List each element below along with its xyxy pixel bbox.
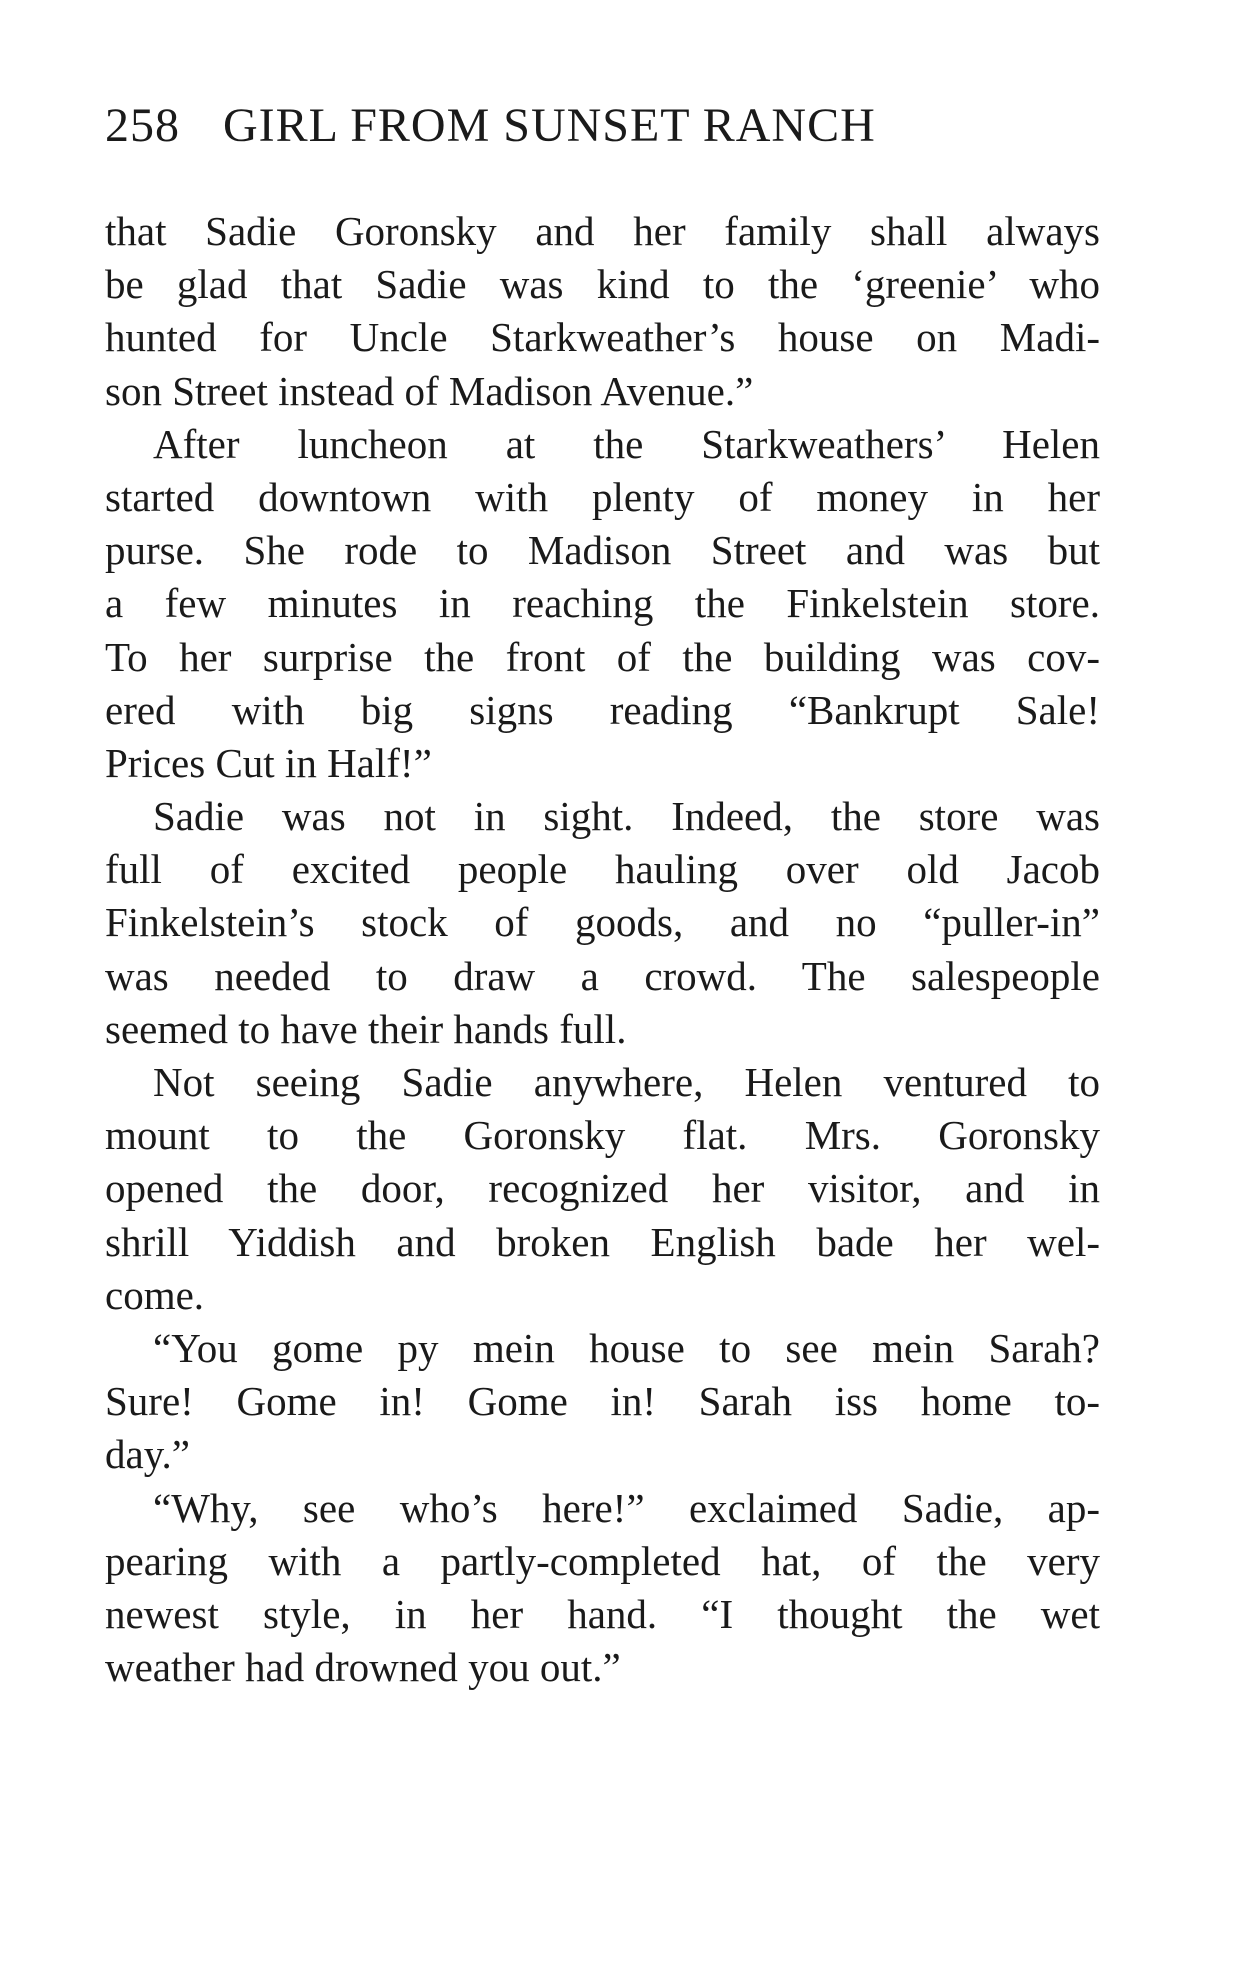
text-line: opened the door, recognized her visitor, and in xyxy=(105,1165,1100,1212)
text-line: pearing with a partly-completed hat, of the very xyxy=(105,1537,1100,1584)
text-line: Not seeing Sadie anywhere, Helen ventured to xyxy=(153,1059,1100,1105)
text-line: weather had drowned you out.” xyxy=(105,1644,621,1691)
text-line: “You gome py mein house to see mein Sarah? xyxy=(153,1324,1100,1371)
text-line: that Sadie Goronsky and her family shall always xyxy=(105,208,1100,254)
page-header xyxy=(105,98,1105,158)
text-line: was needed to draw a crowd. The salespeople xyxy=(105,952,1100,999)
text-line: Finkelstein’s stock of goods, and no “puller-in” xyxy=(105,899,1100,946)
text-line: “Why, see who’s here!” exclaimed Sadie, ap- xyxy=(153,1484,1100,1531)
text-line: To her surprise the front of the building was cov- xyxy=(105,633,1100,680)
text-line: Prices Cut in Half!” xyxy=(105,739,432,786)
text-line: son Street instead of Madison Avenue.” xyxy=(105,367,754,414)
text-line: a few minutes in reaching the Finkelstein store. xyxy=(105,580,1100,627)
page-number: 258 xyxy=(105,99,180,152)
text-line: full of excited people hauling over old Jacob xyxy=(105,846,1100,893)
text-line: be glad that Sadie was kind to the ‘greenie’ who xyxy=(105,261,1100,308)
text-line: ered with big signs reading “Bankrupt Sale! xyxy=(105,686,1100,733)
text-line: Sure! Gome in! Gome in! Sarah iss home to- xyxy=(105,1378,1100,1425)
text-line: purse. She rode to Madison Street and was but xyxy=(105,527,1100,574)
text-line: mount to the Goronsky flat. Mrs. Goronsky xyxy=(105,1112,1100,1159)
text-line: come. xyxy=(105,1271,205,1318)
text-line: shrill Yiddish and broken English bade her wel- xyxy=(105,1218,1100,1265)
running-title: GIRL FROM SUNSET RANCH xyxy=(223,99,876,152)
text-line: Sadie was not in sight. Indeed, the store was xyxy=(153,793,1100,840)
body-text xyxy=(105,205,1100,1694)
text-line: After luncheon at the Starkweathers’ Helen xyxy=(153,420,1100,467)
text-line: started downtown with plenty of money in her xyxy=(105,473,1100,520)
text-line: newest style, in her hand. “I thought the wet xyxy=(105,1590,1100,1637)
text-line: seemed to have their hands full. xyxy=(105,1005,627,1052)
text-line: hunted for Uncle Starkweather’s house on Madi- xyxy=(105,314,1100,361)
text-line: day.” xyxy=(105,1431,190,1478)
